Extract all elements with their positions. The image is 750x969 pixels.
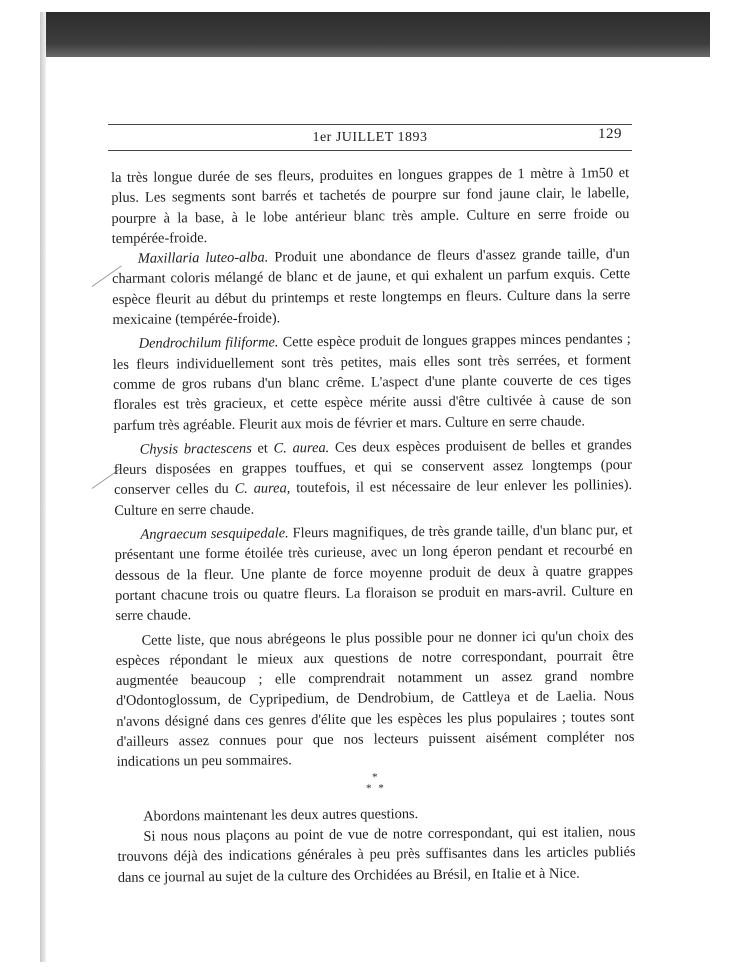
header-rule-bottom <box>108 150 632 151</box>
species-name: C. aurea. <box>273 439 330 457</box>
paragraph-chysis: Chysis bractescens et C. aurea. Ces deux espèces produisent de belles et grandes fleurs disposées en grappes touffues, et qui se conservent assez longtemps (pour conserver celles du C. aurea, toutefois, il est nécessaire de leur enlever les pollinies). Culture en serre chaude. <box>113 436 633 519</box>
species-name: Chysis bractescens <box>139 440 252 458</box>
paragraph-continuation: la très longue durée de ses fleurs, produites en longues grappes de 1 mètre à 1m50 et plus. Les segments sont barrés et tachetés de pourpre sur fond jaune clair, le labelle, pourpre à la base, à le lobe antérieur blanc très ample. Culture en serre froide ou tempérée-froide. <box>111 165 630 247</box>
scan-shadow-top <box>40 12 710 57</box>
page-number: 129 <box>598 126 622 142</box>
paragraph-italien: Si nous nous plaçons au point de vue de notre correspondant, qui est italien, nous trouvons déjà des indications générales à peu près suffisantes dans les articles publiés dans ce journal au sujet de la culture des Orchidées au Brésil, en Italie et à Nice. <box>117 823 636 886</box>
species-name: C. aurea, <box>234 480 291 498</box>
header-date: 1er JUILLET 1893 <box>312 130 428 145</box>
section-asterism-top: * <box>372 771 380 784</box>
running-head <box>108 126 632 150</box>
section-asterism-bottom: * * <box>366 782 386 795</box>
paragraph-maxillaria: Maxillaria luteo-alba. Produit une abondance de fleurs d'assez grande taille, d'un charmant coloris mélangé de blanc et de jaune, et qui exhalent un parfum exquis. Cette espèce fleurit au début du printemps et reste longtemps en fleurs. Culture dans la serre mexicaine (tempérée-froide). <box>111 246 631 329</box>
paragraph-liste: Cette liste, que nous abrégeons le plus possible pour ne donner ici qu'un choix des espèces répondant le mieux aux questions de notre correspondant, pourrait être augmentée beaucoup ; elle comprendrait notamment un assez grand nombre d'Odontoglossum, de Cypripedium, de Dendrobium, de Cattleya et de Laelia. Nous n'avons désigné dans ces genres d'élite que les espèces les plus populaires ; toutes sont d'ailleurs assez connues pour que nos lecteurs puissent aisément compléter nos indications un peu sommaires. <box>115 627 635 771</box>
paragraph-abordons: Abordons maintenant les deux autres questions. <box>143 805 419 825</box>
header-rule-top <box>108 124 632 125</box>
body-text <box>111 163 636 888</box>
species-name: Dendrochilum filiforme. <box>138 334 279 353</box>
species-name: Maxillaria luteo-alba. <box>137 249 269 267</box>
species-name: Angraecum sesquipedale. <box>140 525 289 543</box>
paragraph-angraecum: Angraecum sesquipedale. Fleurs magnifiques, de très grande taille, d'un blanc pur, et présentant une forme étoilée très curieuse, avec un long éperon pendant et recourbé en dessous de la fleur. Une plante de force moyenne produit de deux à quatre grappes portant chacune trois ou quatre fleurs. La floraison se produit en mars-avril. Culture en serre chaude. <box>114 522 634 625</box>
paragraph-dendrochilum: Dendrochilum filiforme. Cette espèce produit de longues grappes minces pendantes ; les fleurs individuellement sont très petites, mais elles sont très serrées, et forment comme de gros rubans d'un blanc crême. L'aspect d'une plante couverte de ces tiges florales est très gracieux, et cette espèce mérite aussi d'être cultivée à cause de son parfum très agréable. Fleurit aux mois de février et mars. Culture en serre chaude. <box>112 331 632 434</box>
